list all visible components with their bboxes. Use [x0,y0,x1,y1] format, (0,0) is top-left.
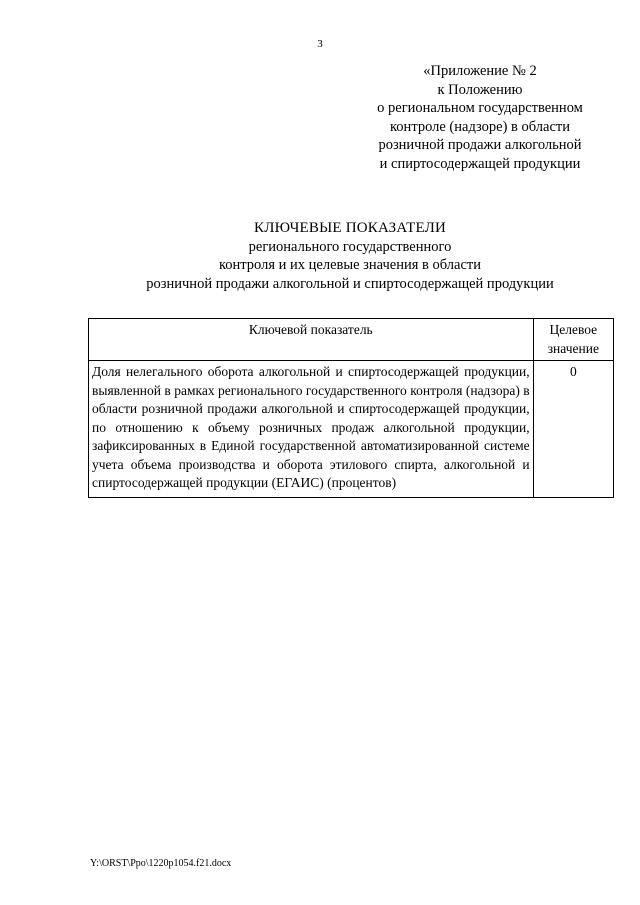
title-subline: розничной продажи алкогольной и спиртосодержащей продукции [146,275,554,292]
appendix-line: контроле (надзоре) в области [390,118,570,135]
appendix-line: «Приложение № 2 [423,63,537,79]
indicator-cell: Доля нелегального оборота алкогольной и спиртосодержащей продукции, выявленной в рамках регионального государственного контроля (надзора) в области розничной продажи алкогольной и спиртосодержащей продукции, по отношению к объему розничных продаж алкогольной продукции, зафиксированных в Единой государственной автоматизированной системе учета объема производства и оборота этилового спирта, алкогольной и спиртосодержащей продукции (ЕГАИС) (процентов) [89,361,534,498]
target-value-cell: 0 [533,361,613,498]
header-target-line: значение [547,340,599,356]
table-row [89,361,614,498]
appendix-reference [350,62,610,173]
header-target [533,319,613,361]
table-header-row [89,319,614,361]
page-number: 3 [317,38,323,50]
indicators-table [88,318,614,498]
appendix-line: розничной продажи алкогольной [378,137,582,153]
header-target-line: Целевое [549,322,598,337]
header-indicator: Ключевой показатель [89,319,534,361]
appendix-line: к Положению [437,81,523,98]
appendix-line: и спиртосодержащей продукции [379,155,581,172]
file-path: Y:\ORST\Ppo\1220p1054.f21.docx [90,858,232,869]
title-subline: контроля и их целевые значения в области [218,257,482,273]
title-main: КЛЮЧЕВЫЕ ПОКАЗАТЕЛИ [253,220,447,236]
document-title [60,219,640,293]
appendix-line: о региональном государственном [377,100,583,116]
title-subline: регионального государственного [248,238,452,255]
